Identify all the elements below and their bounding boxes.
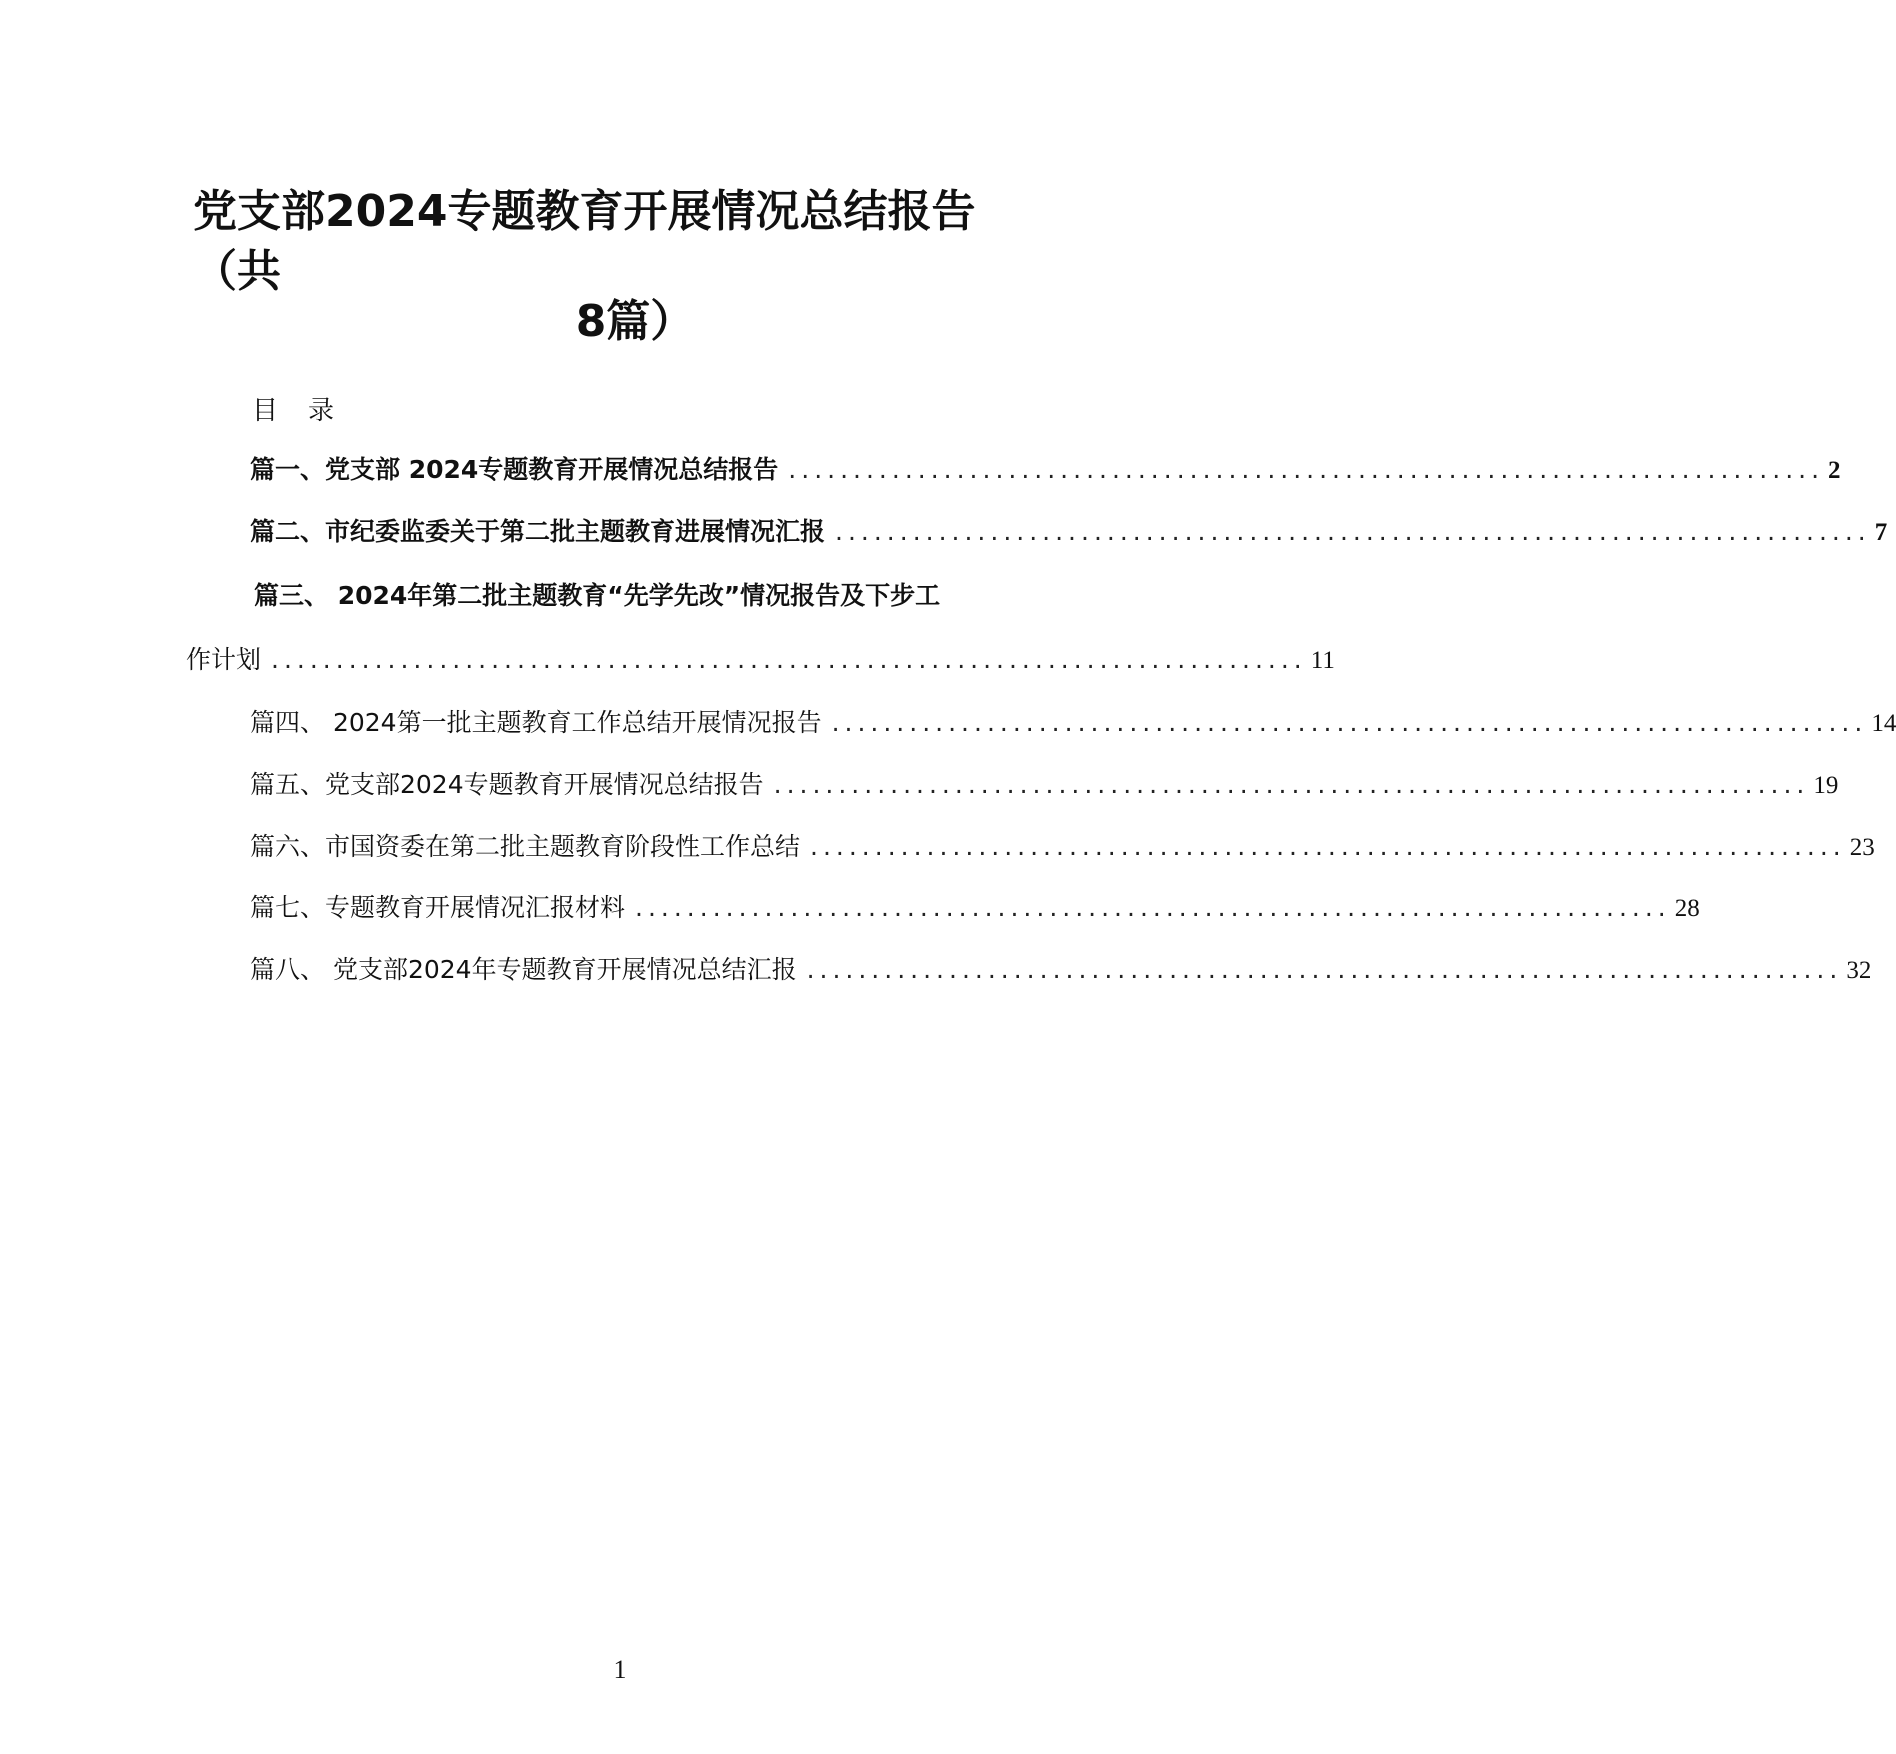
toc-item-label: 篇五、党支部2024专题教育开展情况总结报告 [250,770,764,799]
toc-item-7[interactable] [250,888,1700,928]
toc-leader: ................................................................................ [635,893,1671,922]
toc-item-label: 作计划 [186,645,262,674]
toc-leader: ................................................................................ [271,645,1307,674]
toc-item-label: 篇八、 党支部2024年专题教育开展情况总结汇报 [250,955,797,984]
toc-item-5[interactable] [250,765,1839,805]
toc-item-page: 7 [1874,519,1888,546]
toc-item-page: 2 [1828,457,1841,484]
toc-item-page: 19 [1813,772,1839,799]
toc-leader: ................................................................................ [788,455,1825,484]
toc-item-label: 篇六、市国资委在第二批主题教育阶段性工作总结 [250,832,801,861]
toc-leader: ................................................................................ [831,708,1868,737]
document-title-line2: 8篇） [575,296,695,347]
toc-item-3[interactable]: 篇三、 2024年第二批主题教育“先学先改”情况报告及下步工 [254,581,941,610]
toc-item-3-continued[interactable] [186,640,1335,680]
toc-item-8[interactable] [250,950,1872,990]
toc-leader: ................................................................................ [810,832,1846,861]
toc-item-label: 篇四、 2024第一批主题教育工作总结开展情况报告 [250,708,822,737]
toc-item-label: 篇一、党支部 2024专题教育开展情况总结报告 [250,455,779,484]
toc-item-page: 14 [1871,710,1896,737]
toc-item-label: 篇七、专题教育开展情况汇报材料 [250,893,626,922]
toc-item-6[interactable] [250,827,1875,867]
page-number: 1 [613,1655,627,1684]
toc-item-page: 32 [1846,957,1872,984]
toc-item-page: 28 [1674,895,1700,922]
document-title-line1: 党支部2024专题教育开展情况总结报告（共 [193,186,976,297]
toc-item-label: 篇二、市纪委监委关于第二批主题教育进展情况汇报 [250,517,826,546]
toc-item-page: 23 [1849,834,1875,861]
toc-item-4[interactable] [250,703,1896,743]
toc-item-2[interactable] [250,512,1888,552]
toc-leader: ................................................................................ [806,955,1843,984]
toc-item-page: 11 [1310,647,1335,674]
toc-leader: ................................................................................ [835,517,1871,546]
toc-item-1[interactable] [250,450,1841,490]
toc-heading: 目录 [252,396,365,426]
toc-leader: ................................................................................ [773,770,1810,799]
